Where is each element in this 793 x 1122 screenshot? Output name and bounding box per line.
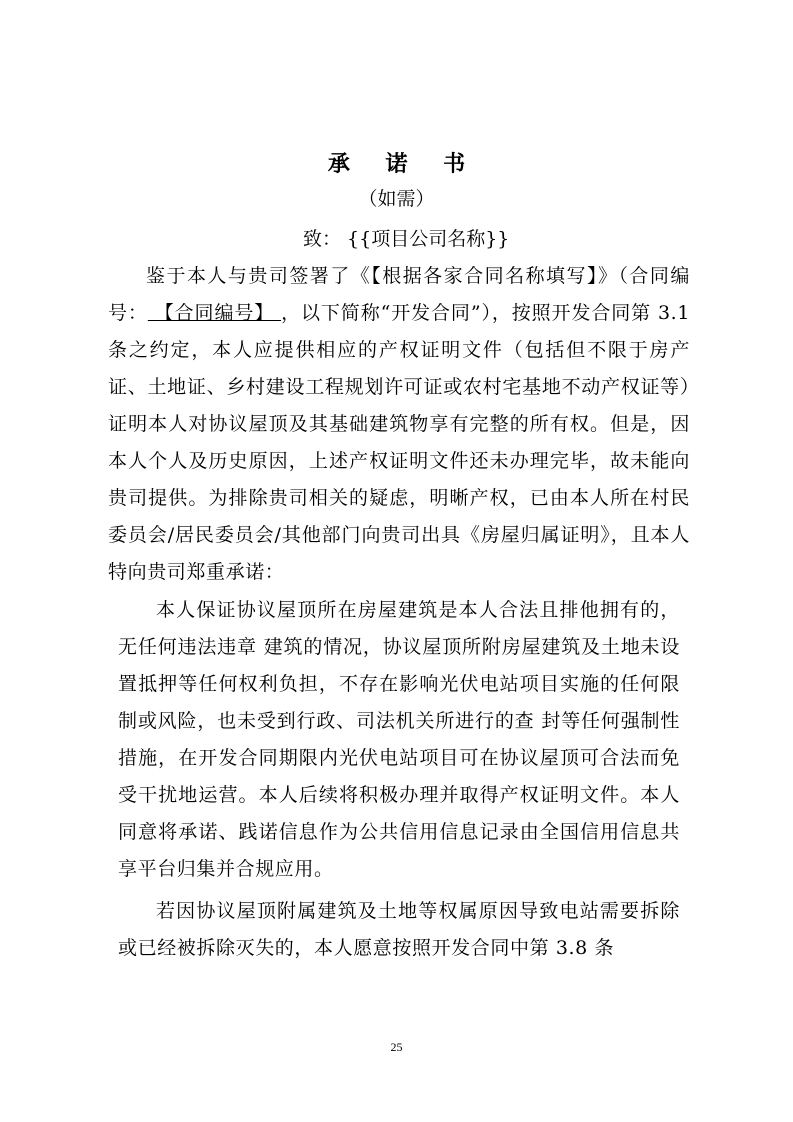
paragraph-demolition: 若因协议屋顶附属建筑及土地等权属原因导致电站需要拆除或已经被拆除灭失的，本人愿意按照开发合同中第 3.8 条 bbox=[118, 900, 680, 959]
contract-number-field: 【合同编号】 bbox=[147, 302, 282, 324]
paragraph-recital bbox=[108, 258, 690, 591]
paragraph-recital-text-b: ，以下简称“开发合同”），按照开发合同第 3.1 条之约定，本人应提供相应的产权证明文件（包括但不限于房产证、土地证、乡村建设工程规划许可证或农村宅基地不动产权证等）证明本人对协议屋顶及其基础建筑物享有完整的所有权。但是，因本人个人及历史原因，上述产权证明文件还未办理完毕，故未能向贵司提供。为排除贵司相关的疑虑，明晰产权，已由本人所在村民委员会/居民委员会/其他部门向贵司出具《房屋归属证明》，且本人特向贵司郑重承诺： bbox=[108, 302, 691, 583]
document-subtitle: （如需） bbox=[358, 188, 435, 210]
salutation-line: 致： {{项目公司名称}} bbox=[303, 228, 510, 250]
paragraph-commitment: 本人保证协议屋顶所在房屋建筑是本人合法且排他拥有的，无任何违法违章 建筑的情况，协议屋顶所附房屋建筑及土地未设置抵押等任何权利负担，不存在影响光伏电站项目实施的任何限制或风险，也未受到行政、司法机关所进行的查 封等任何强制性措施，在开发合同期限内光伏电站项目可在协议屋顶可合法而免受干扰地运营。本人后续将积极办理并取得产权证明文件。本人同意将承诺、践诺信息作为公共信用信息记录由全国信用信息共享平台归集并合规应用。 bbox=[118, 599, 680, 880]
page-number: 25 bbox=[390, 1040, 403, 1054]
document-title: 承 诺 书 bbox=[327, 151, 480, 177]
paragraph-recital-text-a: 鉴于本人与贵司签署了《【根据各家合同名称填写】》（合同编号： bbox=[108, 265, 690, 324]
